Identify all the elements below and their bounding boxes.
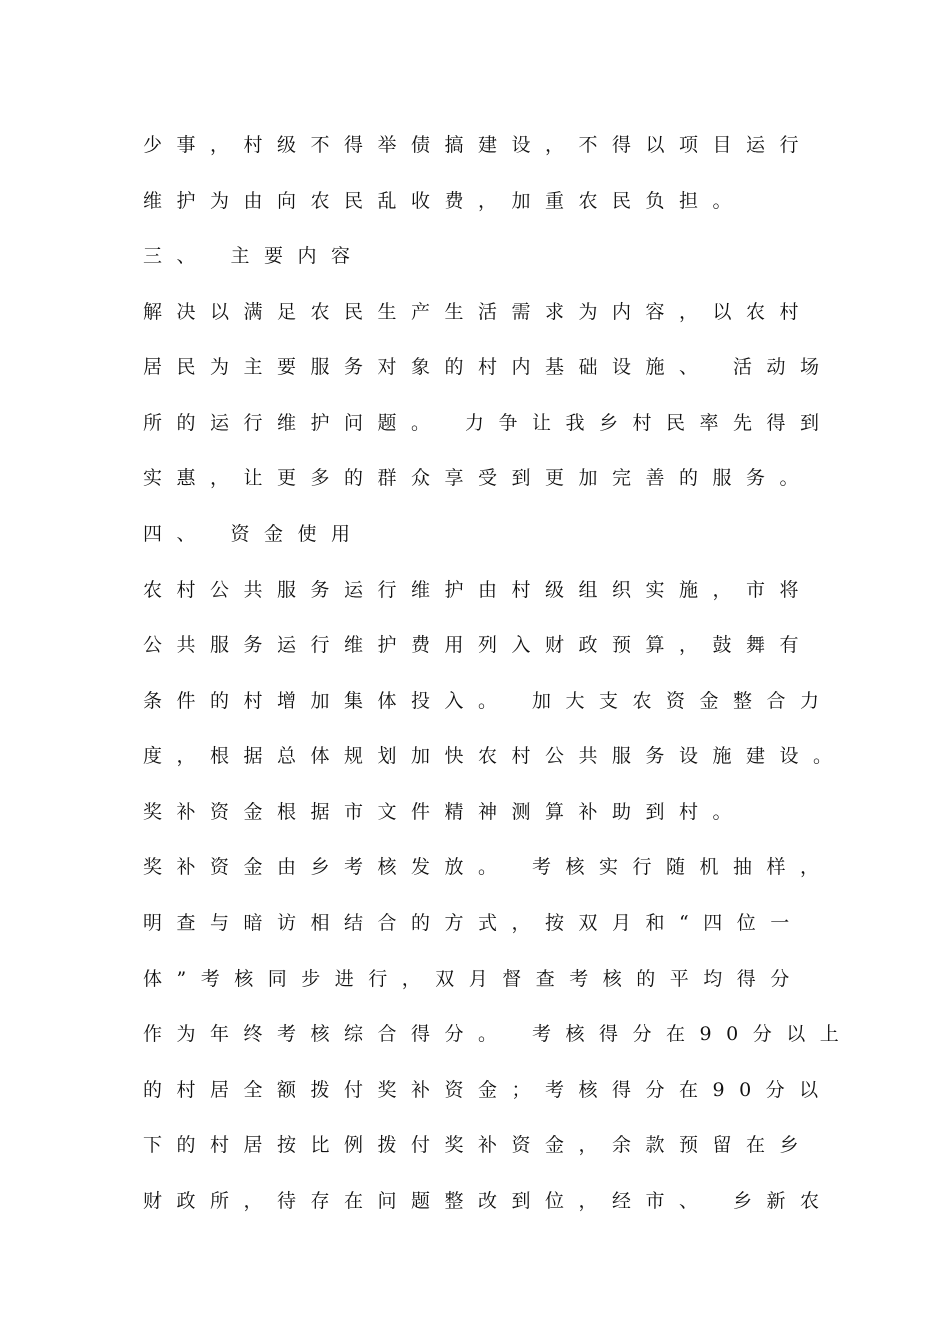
section-heading: 四、 资金使用 — [143, 523, 365, 545]
text-line: 的村居全额拨付奖补资金；考核得分在90分以 — [143, 1079, 833, 1101]
text-line: 下的村居按比例拨付奖补资金，余款预留在乡 — [143, 1134, 814, 1156]
text-line: 度，根据总体规划加快农村公共服务设施建设。 — [143, 745, 847, 767]
text-line: 农村公共服务运行维护由村级组织实施，市将 — [143, 579, 814, 601]
text-line: 财政所，待存在问题整改到位，经市、 乡新农 — [143, 1190, 834, 1212]
text-line: 条件的村增加集体投入。 加大支农资金整合力 — [143, 690, 834, 712]
text-line: 实惠，让更多的群众享受到更加完善的服务。 — [143, 467, 814, 489]
text-line: 体”考核同步进行，双月督查考核的平均得分 — [143, 968, 804, 990]
text-line: 奖补资金由乡考核发放。 考核实行随机抽样， — [143, 856, 834, 878]
text-line: 公共服务运行维护费用列入财政预算，鼓舞有 — [143, 634, 814, 656]
text-line: 少事，村级不得举债搞建设，不得以项目运行 — [143, 134, 814, 156]
text-line: 居民为主要服务对象的村内基础设施、 活动场 — [143, 356, 834, 378]
text-line: 维护为由向农民乱收费，加重农民负担。 — [143, 190, 747, 212]
text-line: 解决以满足农民生产生活需求为内容，以农村 — [143, 301, 814, 323]
text-line: 明查与暗访相结合的方式，按双月和“四位一 — [143, 912, 804, 934]
text-line: 作为年终考核综合得分。 考核得分在90分以上 — [143, 1023, 854, 1045]
section-heading: 三、 主要内容 — [143, 245, 365, 267]
text-line: 奖补资金根据市文件精神测算补助到村。 — [143, 801, 747, 823]
text-line: 所的运行维护问题。 力争让我乡村民率先得到 — [143, 412, 834, 434]
